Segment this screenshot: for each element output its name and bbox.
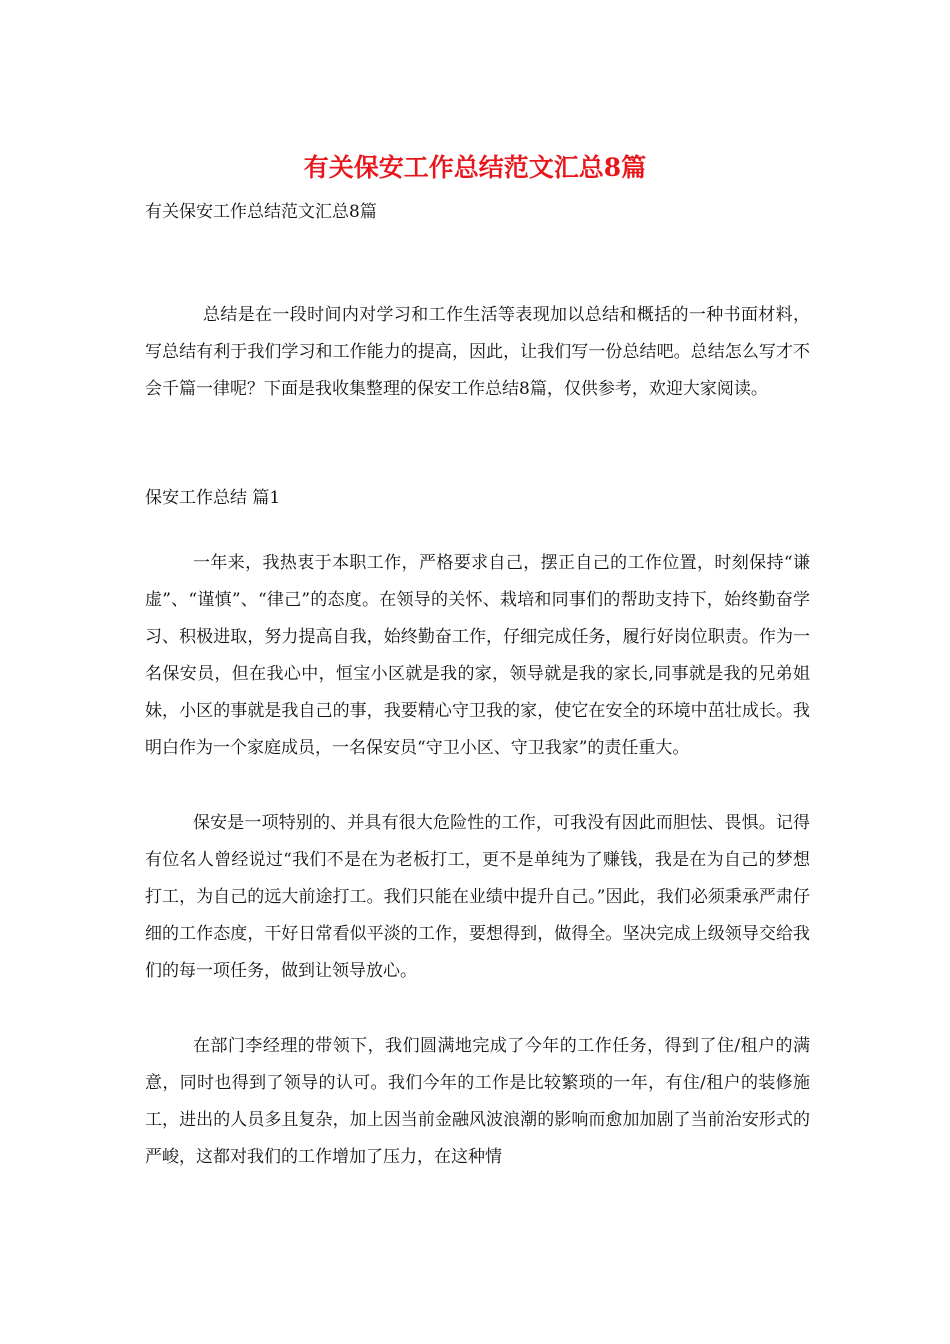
document-subtitle: 有关保安工作总结范文汇总8篇 [145,202,377,222]
body-paragraph: 一年来，我热衷于本职工作，严格要求自己，摆正自己的工作位置，时刻保持“谦虚”、“谨慎”、“律己”的态度。在领导的关怀、栽培和同事们的帮助支持下，始终勤奋学习、积极进取，努力提高自我，始终勤奋工作，仔细完成任务，履行好岗位职责。作为一名保安员，但在我心中，恒宝小区就是我的家，领导就是我的家长,同事就是我的兄弟姐妹，小区的事就是我自己的事，我要精心守卫我的家，使它在安全的环境中茁壮成长。我明白作为一个家庭成员，一名保安员“守卫小区、守卫我家”的责任重大。 [145,553,810,758]
section-heading: 保安工作总结 篇1 [145,488,281,508]
body-paragraph: 在部门李经理的带领下，我们圆满地完成了今年的工作任务，得到了住/租户的满意，同时也得到了领导的认可。我们今年的工作是比较繁琐的一年，有住/租户的装修施工，进出的人员多且复杂，加上因当前金融风波浪潮的影响而愈加加剧了当前治安形式的严峻，这都对我们的工作增加了压力，在这种情 [145,1036,810,1167]
intro-paragraph: 总结是在一段时间内对学习和工作生活等表现加以总结和概括的一种书面材料，写总结有利于我们学习和工作能力的提高，因此，让我们写一份总结吧。总结怎么写才不会千篇一律呢？下面是我收集整理的保安工作总结8篇，仅供参考，欢迎大家阅读。 [145,305,810,399]
body-paragraph: 保安是一项特别的、并具有很大危险性的工作，可我没有因此而胆怯、畏惧。记得有位名人曾经说过“我们不是在为老板打工，更不是单纯为了赚钱，我是在为自己的梦想打工，为自己的远大前途打工。我们只能在业绩中提升自己。”因此，我们必须秉承严肃仔细的工作态度，干好日常看似平淡的工作，要想得到，做得全。坚决完成上级领导交给我们的每一项任务，做到让领导放心。 [145,813,810,981]
document-title: 有关保安工作总结范文汇总8篇 [303,153,647,182]
